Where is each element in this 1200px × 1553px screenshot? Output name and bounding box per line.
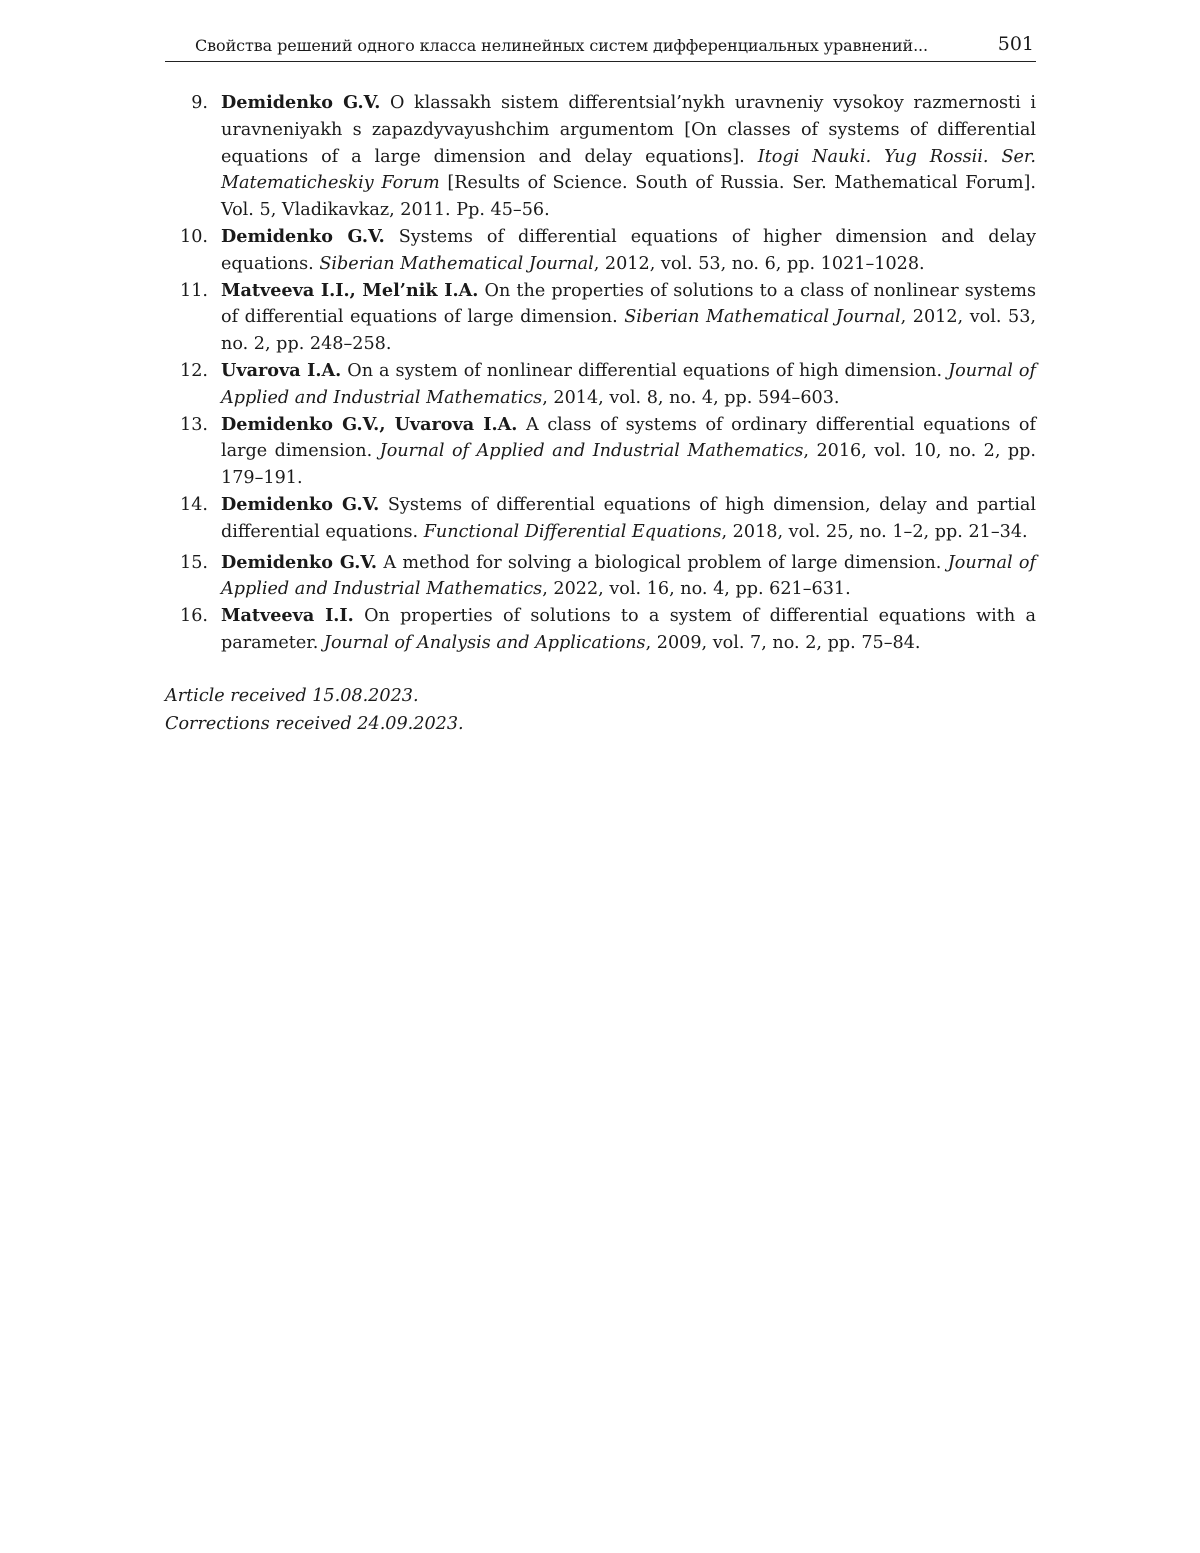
article-received: Article received 15.08.2023. <box>165 686 419 706</box>
reference-authors: Uvarova I.A. <box>221 359 342 381</box>
reference-authors: Matveeva I.I., Mel’nik I.A. <box>221 279 479 301</box>
reference-source: Itogi Nauki. Yug Rossii. Ser. Matematicheskiy Forum <box>221 146 1036 194</box>
reference-authors: Demidenko G.V., Uvarova I.A. <box>221 413 518 435</box>
reference-item-12 <box>165 358 1036 412</box>
running-head <box>165 30 1036 62</box>
reference-authors: Demidenko G.V. <box>221 551 378 573</box>
reference-list <box>165 90 1036 657</box>
reference-item-14 <box>165 492 1036 546</box>
reference-number: 9. <box>191 93 208 113</box>
reference-title: On a system of nonlinear differential equations of high dimension. <box>347 360 943 381</box>
reference-number: 11. <box>180 280 208 301</box>
reference-source: Journal of Applied and Industrial Mathematics <box>379 441 804 462</box>
reference-source: Journal of Applied and Industrial Mathematics <box>221 360 1037 408</box>
reference-item-13 <box>165 412 1036 492</box>
reference-number: 10. <box>180 226 208 247</box>
reference-item-16 <box>165 603 1036 657</box>
reference-source: Siberian Mathematical Journal <box>319 253 594 274</box>
reference-authors: Demidenko G.V. <box>221 493 380 515</box>
reference-authors: Matveeva I.I. <box>221 605 354 627</box>
reference-number: 13. <box>180 414 208 435</box>
reference-item-9 <box>165 90 1036 224</box>
reference-item-15 <box>165 550 1036 604</box>
reference-title: On properties of solutions to a system of differential equations with a parameter. <box>221 606 1037 653</box>
reference-item-11 <box>165 278 1036 358</box>
reference-details: , 2016, vol. 10, no. 2, pp. 179–191. <box>221 441 1037 489</box>
reference-source: Journal of Analysis and Applications <box>323 632 646 653</box>
reference-details: , 2018, vol. 25, no. 1–2, pp. 21–34. <box>721 521 1028 542</box>
received-dates <box>165 682 464 738</box>
reference-details: [Results of Science. South of Russia. Ser. Mathematical Forum]. Vol. 5, Vladikavkaz, 2011. Pp. 45–56. <box>221 173 1036 221</box>
corrections-received: Corrections received 24.09.2023. <box>165 714 464 734</box>
running-title: Свойства решений одного класса нелинейных систем дифференциальных уравнений... <box>195 36 929 55</box>
reference-details: , 2022, vol. 16, no. 4, pp. 621–631. <box>542 579 851 600</box>
page-number: 501 <box>997 33 1034 55</box>
reference-item-10 <box>165 224 1036 278</box>
reference-authors: Demidenko G.V. <box>221 92 381 113</box>
reference-title: Systems of differential equations of higher dimension and delay equations. <box>221 226 1037 274</box>
reference-authors: Demidenko G.V. <box>221 225 385 247</box>
reference-title: A method for solving a biological problem of large dimension. <box>383 552 942 573</box>
reference-number: 16. <box>180 606 208 627</box>
reference-title: A class of systems of ordinary differential equations of large dimension. <box>221 414 1037 462</box>
reference-details: , 2012, vol. 53, no. 2, pp. 248–258. <box>221 307 1037 355</box>
reference-source: Functional Differential Equations <box>423 521 722 542</box>
reference-title: O klassakh sistem differentsial’nykh uravneniy vysokoy razmernosti i uravneniyakh s zapazdyvayushchim argumentom [On classes of systems of differential equations of a large dimension and delay equations]. <box>221 93 1037 167</box>
reference-title: On the properties of solutions to a class of nonlinear systems of differential equations of large dimension. <box>221 280 1036 328</box>
reference-number: 15. <box>180 552 208 573</box>
reference-number: 12. <box>180 360 208 381</box>
reference-source: Journal of Applied and Industrial Mathematics <box>221 552 1037 600</box>
reference-details: , 2012, vol. 53, no. 6, pp. 1021–1028. <box>593 253 925 274</box>
reference-source: Siberian Mathematical Journal <box>624 307 901 328</box>
reference-number: 14. <box>180 494 208 515</box>
reference-details: , 2014, vol. 8, no. 4, pp. 594–603. <box>542 387 840 408</box>
reference-details: , 2009, vol. 7, no. 2, pp. 75–84. <box>645 632 921 653</box>
reference-title: Systems of differential equations of high dimension, delay and partial differential equations. <box>221 494 1037 542</box>
